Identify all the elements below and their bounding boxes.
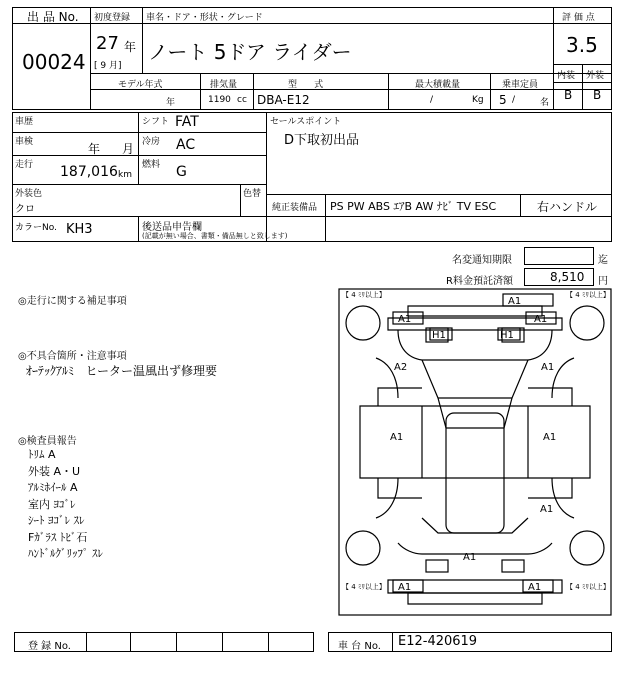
color-no-label: カラーNo. — [15, 223, 57, 233]
type-value: DBA-E12 — [257, 93, 310, 107]
car-name: ノート 5ドア ライダー — [148, 40, 352, 64]
capacity-unit: 名 — [540, 98, 550, 108]
tire-depth-tr: 【 4 ﾐﾘ以上】 — [566, 291, 610, 299]
ac-value: AC — [176, 137, 196, 153]
defects-title: ◎不具合箇所・注意事項 — [18, 351, 127, 362]
damage-mark: H1 — [432, 330, 446, 341]
interior-grade: B — [564, 88, 573, 102]
equipment-label: 純正装備品 — [272, 203, 318, 213]
recycle-label: R料金預託済額 — [446, 276, 513, 287]
inspector-list — [28, 446, 103, 562]
model-year-label: モデル年式 — [118, 80, 163, 90]
history-label: 車歴 — [15, 117, 34, 127]
exterior-grade: B — [593, 88, 602, 102]
reg-year: 27 — [96, 33, 119, 54]
list-item: Fｶﾞﾗｽ ﾄﾋﾞ石 — [28, 530, 88, 544]
sales-point-value: D下取初出品 — [284, 133, 360, 148]
lot-number: 00024 — [22, 50, 86, 74]
driving-notes-title: ◎走行に関する補足事項 — [18, 296, 127, 307]
inspection-label: 車検 — [15, 137, 34, 147]
reg-year-unit: 年 — [124, 40, 137, 54]
damage-mark: A2 — [394, 362, 408, 373]
fuel-label: 燃料 — [142, 160, 161, 170]
inspector-title: ◎検査員報告 — [18, 436, 77, 447]
capacity-slash: / — [512, 95, 516, 105]
type-label: 型 式 — [288, 80, 324, 90]
recycle-amount: 8,510 — [550, 270, 585, 284]
damage-mark: A1 — [528, 582, 542, 593]
capacity-value: 5 — [499, 93, 507, 107]
name-change-unit: 迄 — [598, 255, 608, 266]
list-item: 室内 ﾖｺﾞﾚ — [28, 497, 76, 511]
inspection-year-unit: 年 — [88, 142, 101, 156]
list-item: ｼｰﾄ ﾖｺﾞﾚ ｽﾚ — [28, 514, 85, 527]
ext-color-value: クロ — [15, 204, 35, 215]
aftermarket-label: 後送品申告欄 — [142, 222, 202, 233]
fuel-value: G — [176, 164, 187, 180]
rating-label: 評 価 点 — [562, 13, 595, 23]
mileage-unit: km — [118, 170, 132, 180]
damage-mark: A1 — [541, 362, 555, 373]
ac-label: 冷房 — [142, 137, 161, 147]
shift-value: FAT — [175, 114, 199, 130]
exterior-label: 外装 — [586, 71, 605, 81]
chassis-label: 車 台 No. — [338, 641, 381, 652]
max-load-unit: Kg — [472, 95, 484, 105]
damage-mark: A1 — [463, 552, 477, 563]
chassis-number: E12-420619 — [398, 634, 478, 649]
mileage-label: 走行 — [15, 160, 34, 170]
tire-depth-tl: 【 4 ﾐﾘ以上】 — [342, 291, 386, 299]
mileage-value: 187,016 — [60, 164, 118, 180]
name-change-label: 名変通知期限 — [452, 255, 512, 266]
inspection-month-unit: 月 — [122, 142, 135, 156]
car-damage-diagram — [338, 288, 612, 616]
damage-mark: A1 — [390, 432, 404, 443]
steering-value: 右ハンドル — [537, 200, 598, 214]
car-name-label: 車名・ドア・形状・グレード — [146, 13, 263, 23]
shift-label: シフト — [142, 117, 170, 127]
color-change-label: 色替 — [243, 189, 262, 199]
rating-value: 3.5 — [566, 33, 598, 57]
interior-label: 内装 — [557, 71, 576, 81]
capacity-label: 乗車定員 — [502, 80, 539, 90]
list-item: 外装 A・U — [28, 464, 81, 478]
first-reg-label: 初度登録 — [94, 13, 131, 23]
model-year-unit: 年 — [166, 98, 176, 108]
name-change-box — [524, 247, 594, 265]
damage-mark: A1 — [398, 314, 412, 325]
tire-depth-bl: 【 4 ﾐﾘ以上】 — [342, 583, 386, 591]
recycle-unit: 円 — [598, 276, 608, 287]
max-load-slash: / — [430, 95, 434, 105]
displacement-value: 1190 — [208, 95, 231, 105]
damage-mark: A1 — [543, 432, 557, 443]
displacement-unit: cc — [237, 95, 247, 105]
reg-no-label: 登 録 No. — [28, 641, 71, 652]
list-item: ﾊﾝﾄﾞﾙｸﾞﾘｯﾌﾟ ｽﾚ — [28, 547, 103, 560]
ext-color-label: 外装色 — [15, 189, 43, 199]
defects-text: ｵｰﾃｯｸｱﾙﾐ ヒーター温風出ず修理要 — [26, 364, 217, 378]
tire-depth-br: 【 4 ﾐﾘ以上】 — [566, 583, 610, 591]
damage-mark: A1 — [508, 296, 522, 307]
color-no-value: KH3 — [66, 222, 93, 237]
max-load-label: 最大積載量 — [415, 80, 461, 90]
sales-point-label: セールスポイント — [270, 117, 342, 127]
damage-mark: A1 — [534, 314, 548, 325]
list-item: ﾄﾘﾑ A — [28, 448, 56, 461]
lot-label: 出 品 No. — [27, 10, 79, 24]
damage-mark: H1 — [500, 330, 514, 341]
equipment-value: PS PW ABS ｴｱB AW ﾅﾋﾞ TV ESC — [330, 200, 497, 213]
aftermarket-note: (記載が無い場合、書類・備品無しと致します) — [142, 232, 288, 240]
damage-mark: A1 — [398, 582, 412, 593]
reg-month: [ 9 月] — [94, 61, 122, 71]
list-item: ｱﾙﾐﾎｲｰﾙ A — [28, 481, 78, 494]
displacement-label: 排気量 — [210, 80, 238, 90]
damage-mark: A1 — [540, 504, 554, 515]
